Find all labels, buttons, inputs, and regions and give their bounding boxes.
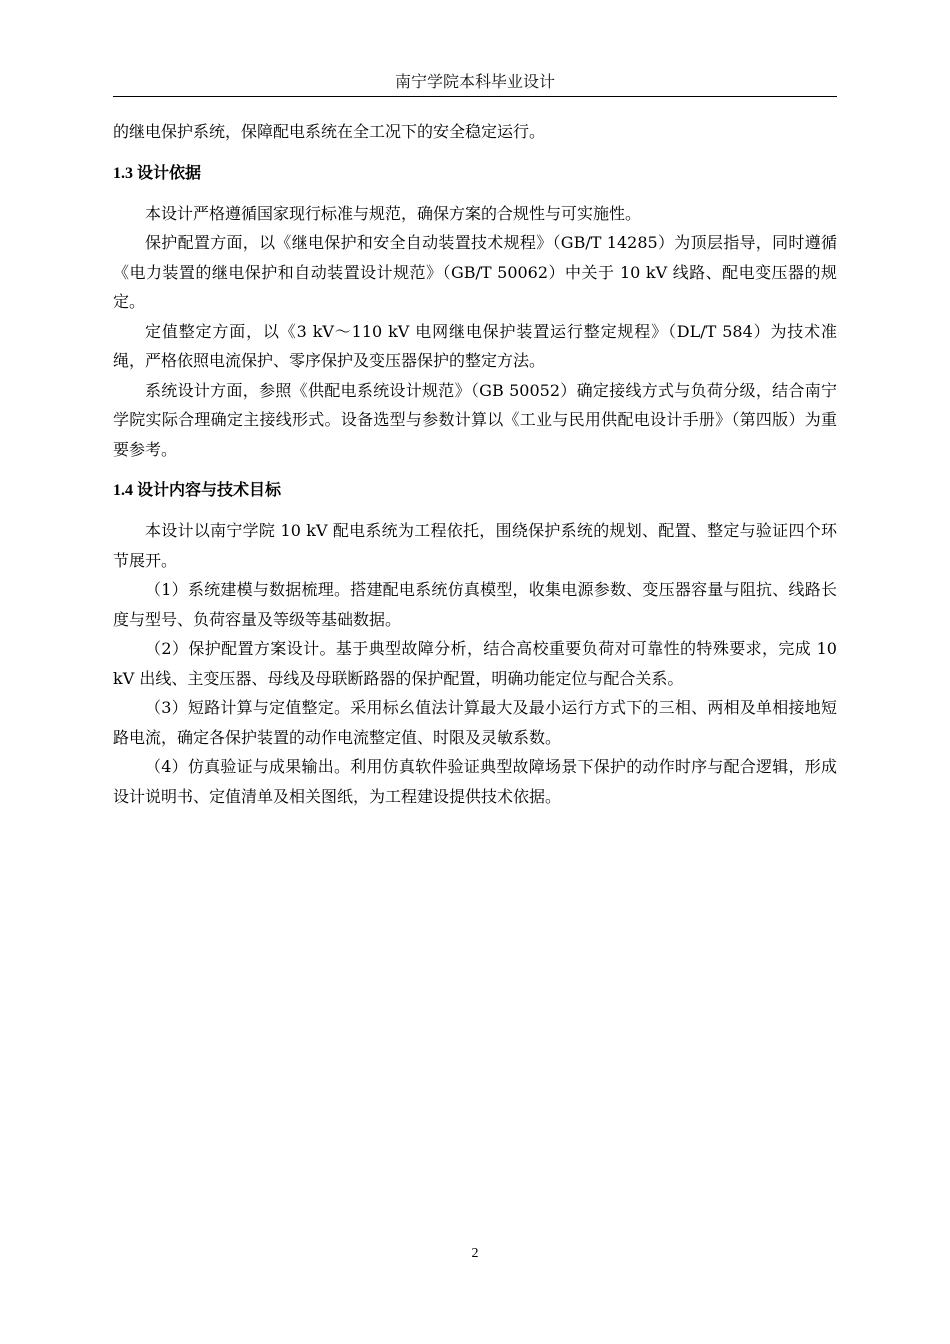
section-number: 1.3 xyxy=(113,164,133,182)
paragraph: 本设计严格遵循国家现行标准与规范，确保方案的合规性与可实施性。 xyxy=(145,203,642,223)
section-title: 设计依据 xyxy=(137,162,202,182)
paragraph: 本设计以南宁学院 10 kV 配电系统为工程依托，围绕保护系统的规划、配置、整定与验证四个环节展开。 xyxy=(113,521,837,570)
paragraph: 系统设计方面，参照《供配电系统设计规范》（GB 50052）确定接线方式与负荷分级，结合南宁学院实际合理确定主接线形式。设备选型与参数计算以《工业与民用供配电设计手册》（第四版）为重要参考。 xyxy=(113,380,837,459)
section-number: 1.4 xyxy=(113,482,133,499)
intro-continuation-paragraph: 的继电保护系统，保障配电系统在全工况下的安全稳定运行。 xyxy=(113,122,546,141)
list-item: （1）系统建模与数据梳理。搭建配电系统仿真模型，收集电源参数、变压器容量与阻抗、线路长度与型号、负荷容量及等级等基础数据。 xyxy=(113,580,837,629)
list-item: （2）保护配置方案设计。基于典型故障分析，结合高校重要负荷对可靠性的特殊要求，完成 10 kV 出线、主变压器、母线及母联断路器的保护配置，明确功能定位与配合关系。 xyxy=(113,639,837,688)
list-item: （3）短路计算与定值整定。采用标幺值法计算最大及最小运行方式下的三相、两相及单相接地短路电流，确定各保护装置的动作电流整定值、时限及灵敏系数。 xyxy=(113,698,837,747)
running-header: 南宁学院本科毕业设计 xyxy=(394,72,555,91)
page-number: 2 xyxy=(471,1246,479,1261)
section-title: 设计内容与技术目标 xyxy=(137,480,282,499)
section-heading-1-4 xyxy=(113,478,837,503)
list-item: （4）仿真验证与成果输出。利用仿真软件验证典型故障场景下保护的动作时序与配合逻辑，形成设计说明书、定值清单及相关图纸，为工程建设提供技术依据。 xyxy=(113,757,837,806)
header-divider xyxy=(113,96,837,97)
section-heading-1-3 xyxy=(113,161,837,186)
page-body xyxy=(113,117,837,811)
paragraph: 保护配置方面，以《继电保护和安全自动装置技术规程》（GB/T 14285）为顶层指导，同时遵循《电力装置的继电保护和自动装置设计规范》（GB/T 50062）中关于 10 kV 线路、配电变压器的规定。 xyxy=(113,233,837,311)
paragraph: 定值整定方面，以《3 kV～110 kV 电网继电保护装置运行整定规程》（DL/T 584）为技术准绳，严格依照电流保护、零序保护及变压器保护的整定方法。 xyxy=(113,321,837,370)
